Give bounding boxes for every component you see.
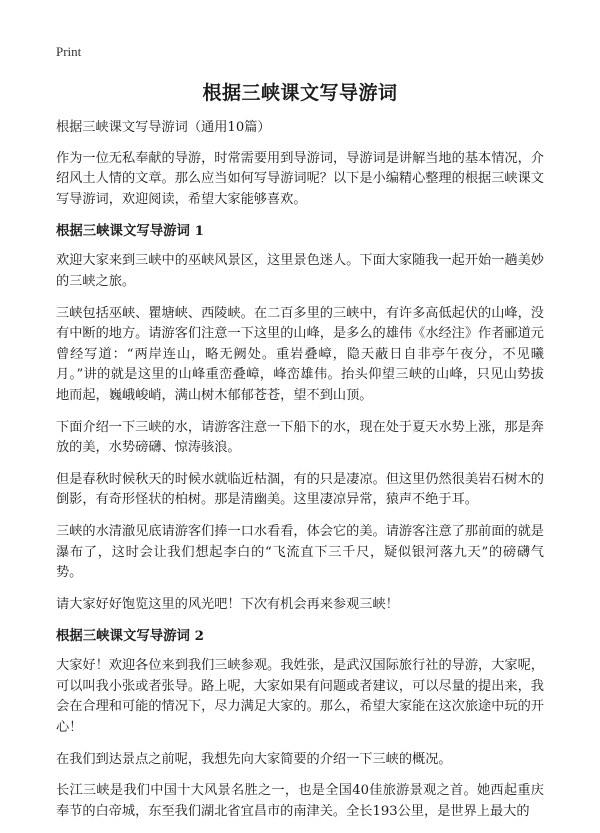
paragraph: 三峡的水清澈见底请游客们捧一口水看看，体会它的美。请游客注意了那前面的就是瀑布了，这时会让我们想起李白的“飞流直下三千尺，疑似银河落九天”的磅礴气势。	[56, 523, 544, 581]
paragraph: 请大家好好饱览这里的风光吧！下次有机会再来参观三峡！	[56, 596, 399, 612]
paragraph: 在我们到达景点之前呢，我想先向大家简要的介绍一下三峡的概况。	[56, 751, 452, 767]
document-title: 根据三峡课文写导游词	[202, 82, 398, 104]
intro-paragraph: 作为一位无私奉献的导游，时常需要用到导游词，导游词是讲解当地的基本情况，介绍风土人情的文章。那么应当如何写导游词呢？以下是小编精心整理的根据三峡课文写导游词，欢迎阅读，希望大家能够喜欢。	[56, 150, 544, 207]
paragraph: 下面介绍一下三峡的水，请游客注意一下船下的水，现在处于夏天水势上涨，那是奔放的美，水势磅礴、惊涛骇浪。	[56, 419, 544, 456]
paragraph: 大家好！欢迎各位来到我们三峡参观。我姓张，是武汉国际旅行社的导游，大家呢，可以叫我小张或者张导。路上呢，大家如果有问题或者建议，可以尽量的提出来，我会在合理和可能的情况下，尽力满足大家的。那么，希望大家能在这次旅途中玩的开心！	[56, 658, 544, 736]
paragraph: 但是春秋时候秋天的时候水就临近枯涸，有的只是凄凉。但这里仍然很美岩石树木的倒影，有奇形怪状的柏树。那是清幽美。这里凄凉异常，猿声不绝于耳。	[56, 471, 544, 508]
print-link[interactable]: Print	[56, 44, 82, 59]
section-heading: 根据三峡课文写导游词 2	[56, 628, 204, 645]
document-body	[56, 118, 544, 833]
paragraph: 三峡包括巫峡、瞿塘峡、西陵峡。在二百多里的三峡中，有许多高低起伏的山峰，没有中断的地方。请游客们注意一下这里的山峰，是多么的雄伟《水经注》作者郦道元曾经写道：“两岸连山，略无阙处。重岩叠嶂，隐天蔽日自非亭午夜分，不见曦月。”讲的就是这里的山峰重峦叠嶂，峰峦雄伟。抬头仰望三峡的山峰，只见山势拔地而起，巍峨峻峭，满山树木郁郁苍苍，望不到山顶。	[56, 305, 544, 403]
section-heading: 根据三峡课文写导游词 1	[56, 223, 204, 240]
document-subtitle: 根据三峡课文写导游词（通用10篇）	[56, 120, 271, 135]
paragraph: 欢迎大家来到三峡中的巫峡风景区，这里景色迷人。下面大家随我一起开始一趟美妙的三峡之旅。	[56, 253, 544, 289]
paragraph: 长江三峡是我们中国十大风景名胜之一，也是全国40佳旅游景观之首。她西起重庆奉节的白帝城，东至我们湖北省宜昌市的南津关。全长193公里，是世界上最大的	[56, 783, 544, 819]
